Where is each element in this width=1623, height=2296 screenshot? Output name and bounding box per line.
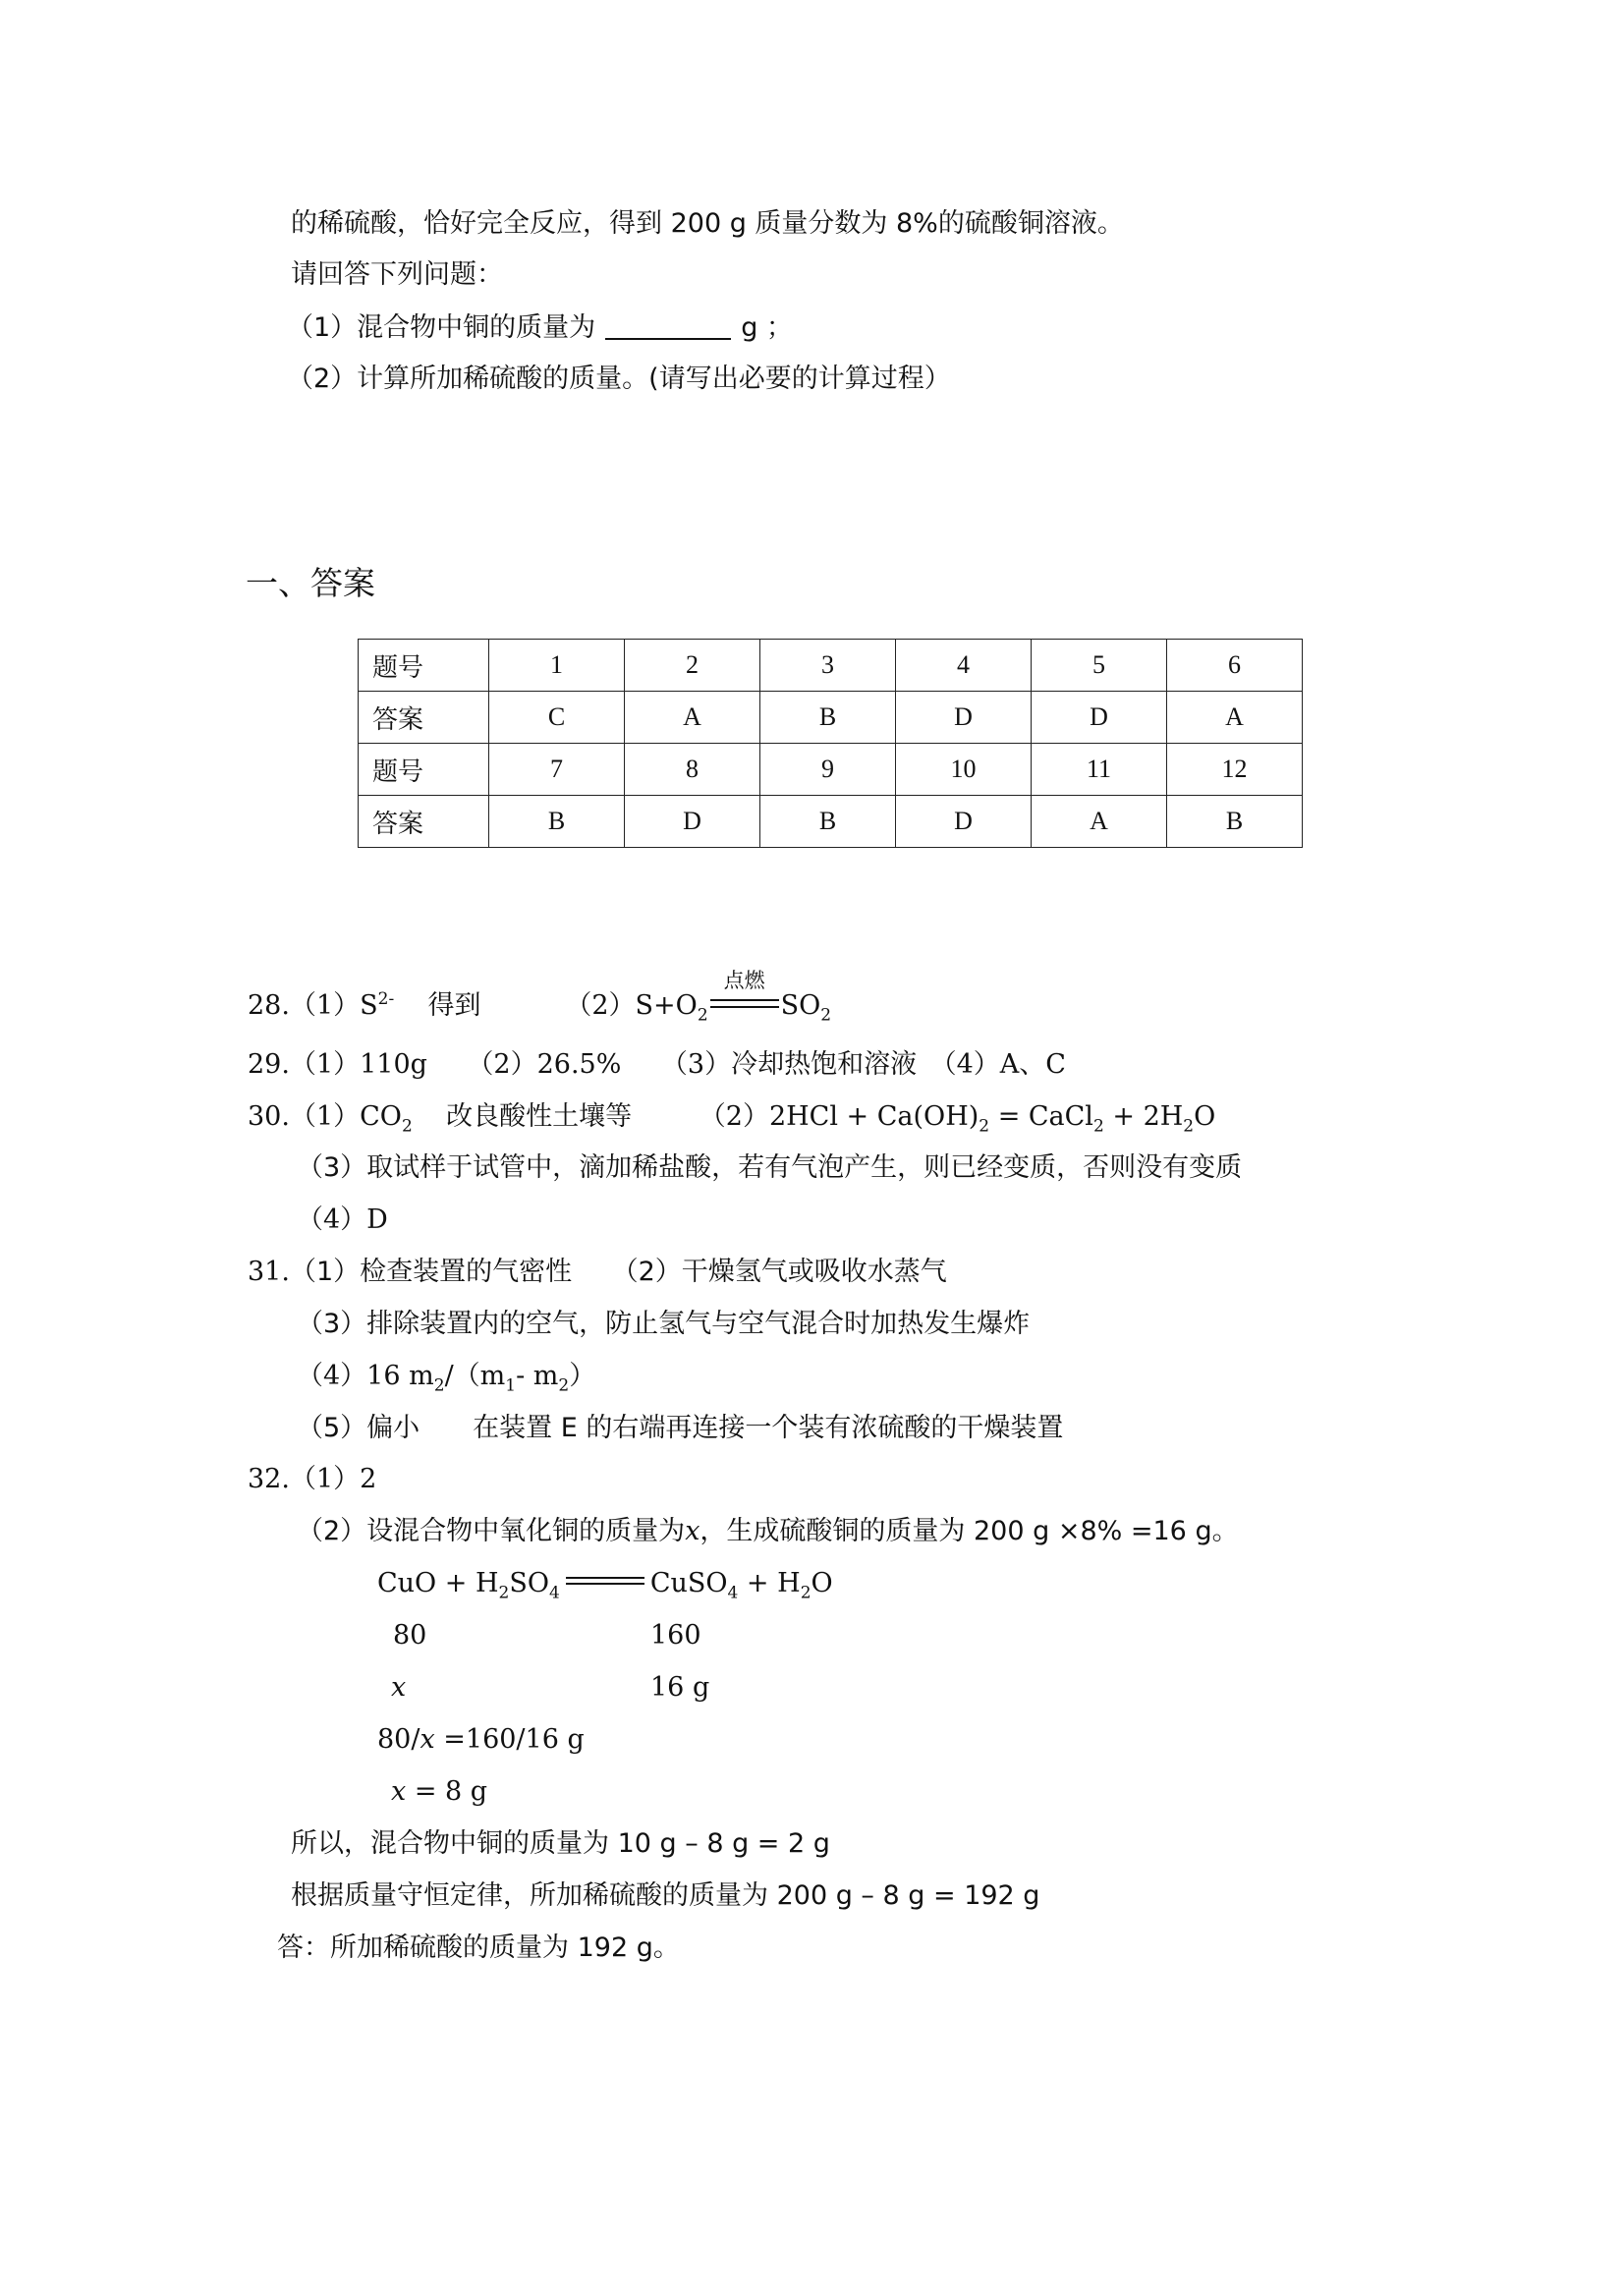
answer-29: 29.（1）110g （2）26.5% （3）冷却热饱和溶液 （4）A、C: [248, 1049, 1066, 1080]
table-row: [359, 640, 1303, 692]
number-cell: 2: [625, 640, 760, 692]
molar-mass-left: 80: [393, 1620, 427, 1651]
header-cell: 题号: [359, 640, 489, 692]
number-cell: 7: [489, 744, 625, 796]
number-cell: 5: [1032, 640, 1167, 692]
result-equation: x = 8 g: [391, 1776, 488, 1807]
question-2-prompt: （2）计算所加稀硫酸的质量。(请写出必要的计算过程）: [287, 364, 951, 394]
table-row: [359, 796, 1303, 848]
answer-cell: D: [896, 692, 1032, 744]
answer-cell: B: [760, 692, 896, 744]
answer-cell: B: [1167, 796, 1303, 848]
chemical-equation: CuO + $H_2SO_4$ CuSO$_4$ + $H_2O$: [377, 1568, 833, 1603]
section-title: 一、答案: [246, 564, 375, 602]
molar-mass-right: 160: [650, 1620, 701, 1651]
answer-table: [358, 639, 1303, 848]
answer-cell: A: [625, 692, 760, 744]
answer-31-line-5: （5）偏小 在装置 E 的右端再连接一个装有浓硫酸的干燥装置: [297, 1413, 1064, 1443]
answer-32-line-1: 32.（1）2: [248, 1464, 377, 1494]
unknown-left: x: [391, 1672, 407, 1703]
ratio-equation: 80/x =160/16 g: [377, 1724, 585, 1755]
equals-sign: [710, 999, 779, 1008]
number-cell: 11: [1032, 744, 1167, 796]
answer-28: $28.(1)S^{2-}$ 得到 $(2)S+O_2$ 点燃 $SO_2$: [248, 969, 832, 1026]
header-cell: 答案: [359, 692, 489, 744]
answer-cell: D: [625, 796, 760, 848]
answer-blank: [605, 312, 731, 340]
final-answer-line: 答：所加稀硫酸的质量为 192 g。: [277, 1932, 680, 1963]
answer-cell: B: [489, 796, 625, 848]
table-row: [359, 744, 1303, 796]
number-cell: 12: [1167, 744, 1303, 796]
answer-cell: C: [489, 692, 625, 744]
answer-31-line-1: 31.（1）检查装置的气密性 （2）干燥氢气或吸收水蒸气: [248, 1257, 947, 1287]
conservation-line: 根据质量守恒定律，所加稀硫酸的质量为 200 g – 8 g = 192 g: [291, 1880, 1040, 1911]
header-cell: 答案: [359, 796, 489, 848]
number-cell: 1: [489, 640, 625, 692]
number-cell: 9: [760, 744, 896, 796]
answer-30-line-3: （3）取试样于试管中，滴加稀盐酸，若有气泡产生，则已经变质，否则没有变质: [297, 1152, 1243, 1183]
equals-sign: [566, 1577, 644, 1585]
answer-cell: D: [896, 796, 1032, 848]
answer-cell: A: [1032, 796, 1167, 848]
answer-cell: B: [760, 796, 896, 848]
intro-line-1: 的稀硫酸，恰好完全反应，得到 200 g 质量分数为 8%的硫酸铜溶液。: [291, 208, 1124, 239]
number-cell: 4: [896, 640, 1032, 692]
answer-31-line-4: （4）16 $m_2/(m_1-$ $m_2$）: [297, 1361, 596, 1396]
number-cell: 3: [760, 640, 896, 692]
answer-cell: D: [1032, 692, 1167, 744]
answer-30-line-1: $30.(1)CO_2$ 改良酸性土壤等 $(2)2HCl + Ca(OH)_2$ = CaCl$_2$ + $2H_2O$: [248, 1101, 1216, 1137]
number-cell: 6: [1167, 640, 1303, 692]
answer-cell: A: [1167, 692, 1303, 744]
answer-32-line-2: （2）设混合物中氧化铜的质量为x，生成硫酸铜的质量为 200 g ×8% =16 g。: [297, 1516, 1239, 1546]
reaction-condition: 点燃: [710, 988, 779, 1024]
question-1-prompt: [287, 310, 793, 346]
table-row: [359, 692, 1303, 744]
intro-line-2: 请回答下列问题：: [291, 259, 503, 290]
number-cell: 8: [625, 744, 760, 796]
answer-30-line-4: （4）D: [297, 1204, 388, 1235]
question-1-suffix: g ；: [741, 312, 793, 343]
copper-mass-line: 所以，混合物中铜的质量为 10 g – 8 g = 2 g: [291, 1828, 830, 1859]
answer-31-line-3: （3）排除装置内的空气，防止氢气与空气混合时加热发生爆炸: [297, 1309, 1031, 1339]
known-right: 16 g: [650, 1672, 710, 1703]
number-cell: 10: [896, 744, 1032, 796]
question-1-prefix: （1）混合物中铜的质量为: [287, 312, 596, 343]
header-cell: 题号: [359, 744, 489, 796]
